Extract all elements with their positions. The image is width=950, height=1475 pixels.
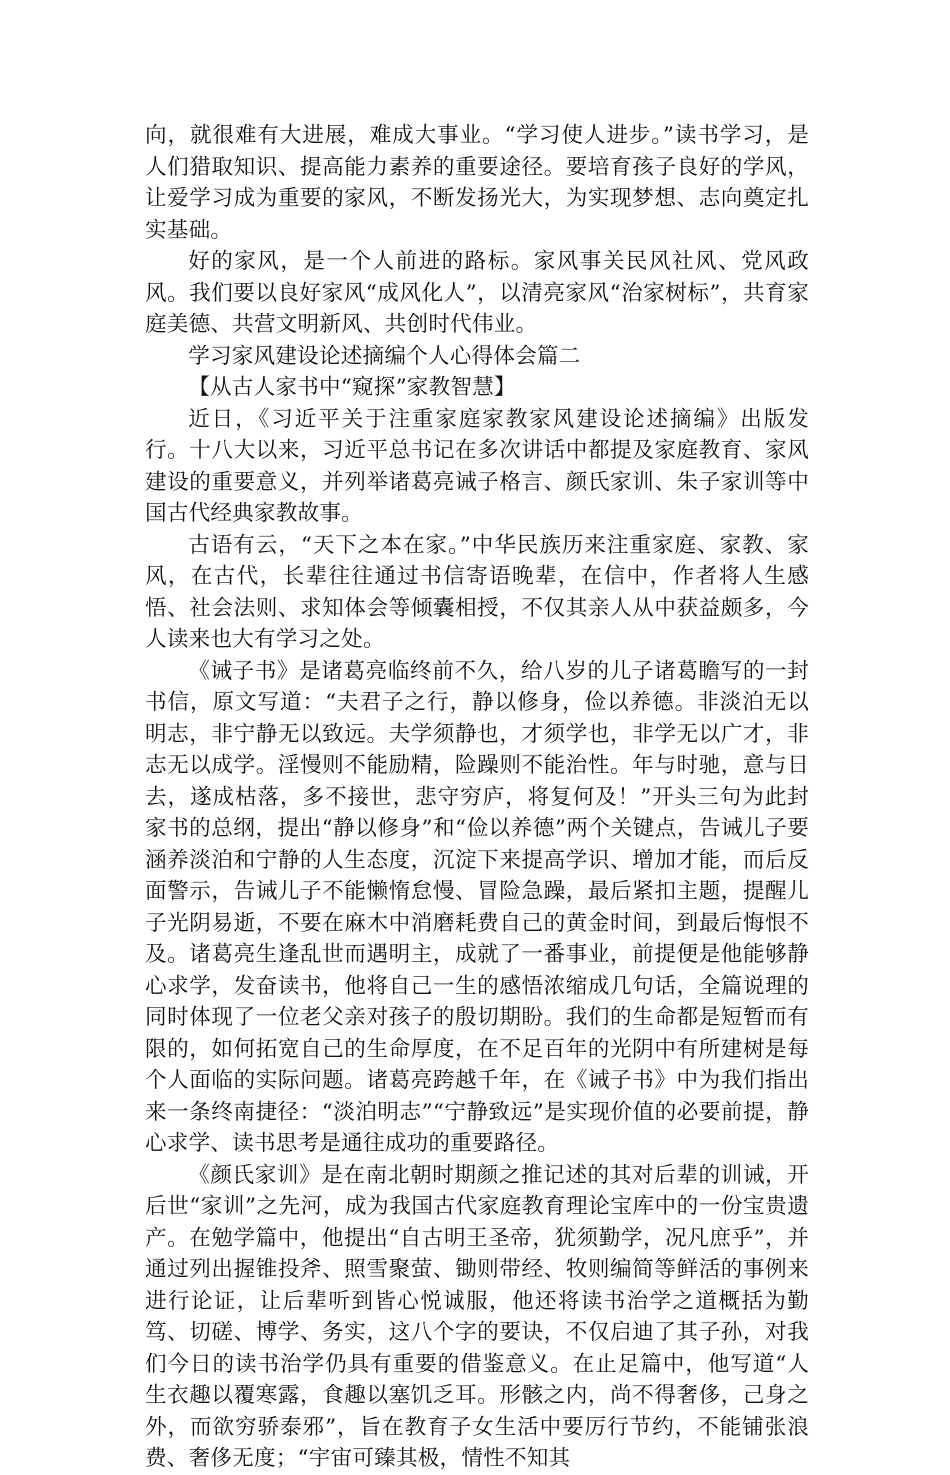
section-title: 学习家风建设论述摘编个人心得体会篇二 bbox=[188, 343, 581, 369]
paragraph-family-style: 好的家风，是一个人前进的路标。家风事关民风社风、党风政风。我们要以良好家风“成风化人”，以清亮家风“治家树标”，共育家庭美德、共营文明新风、共创时代伟业。 bbox=[145, 249, 809, 337]
paragraph-jiezishu: 《诫子书》是诸葛亮临终前不久，给八岁的儿子诸葛瞻写的一封书信，原文写道：“夫君子之行，静以修身，俭以养德。非淡泊无以明志，非宁静无以致远。夫学须静也，才须学也，非学无以广才，非志无以成学。淫慢则不能励精，险躁则不能治性。年与时驰，意与日去，遂成枯落，多不接世，悲守穷庐，将复何及！”开头三句为此封家书的总纲，提出“静以修身”和“俭以养德”两个关键点，告诫儿子要涵养淡泊和宁静的人生态度，沉淀下来提高学识、增加才能，而后反面警示，告诫儿子不能懒惰怠慢、冒险急躁，最后紧扣主题，提醒儿子光阴易逝，不要在麻木中消磨耗费自己的黄金时间，到最后悔恨不及。诸葛亮生逢乱世而遇明主，成就了一番事业，前提便是他能够静心求学，发奋读书，他将自己一生的感悟浓缩成几句话，全篇说理的同时体现了一位老父亲对孩子的殷切期盼。我们的生命都是短暂而有限的，如何拓宽自己的生命厚度，在不足百年的光阴中有所建树是每个人面临的实际问题。诸葛亮跨越千年，在《诫子书》中为我们指出来一条终南捷径：“淡泊明志”“宁静致远”是实现价值的必要前提，静心求学、读书思考是通往成功的重要路径。 bbox=[145, 658, 809, 1156]
paragraph-ancient-saying: 古语有云，“天下之本在家。”中华民族历来注重家庭、家教、家风，在古代，长辈往往通过书信寄语晚辈，在信中，作者将人生感悟、社会法则、求知体会等倾囊相授，不仅其亲人从中获益颇多，今人读来也大有学习之处。 bbox=[145, 532, 809, 652]
paragraph-continuation: 向，就很难有大进展，难成大事业。“学习使人进步。”读书学习，是人们猎取知识、提高能力素养的重要途径。要培育孩子良好的学风，让爱学习成为重要的家风，不断发扬光大，为实现梦想、志向奠定扎实基础。 bbox=[145, 123, 809, 243]
document-page bbox=[145, 120, 809, 1475]
paragraph-intro: 近日，《习近平关于注重家庭家教家风建设论述摘编》出版发行。十八大以来，习近平总书记在多次讲话中都提及家庭教育、家风建设的重要意义，并列举诸葛亮诫子格言、颜氏家训、朱子家训等中国古代经典家教故事。 bbox=[145, 406, 809, 526]
section-subtitle: 【从古人家书中“窥探”家教智慧】 bbox=[188, 375, 516, 400]
paragraph-yanshi-jiaxun: 《颜氏家训》是在南北朝时期颜之推记述的其对后辈的训诫，开后世“家训”之先河，成为我国古代家庭教育理论宝库中的一份宝贵遗产。在勉学篇中，他提出“自古明王圣帝，犹须勤学，况凡庶乎”，并通过列出握锥投斧、照雪聚萤、锄则带经、牧则编简等鲜活的事例来进行论证，让后辈听到皆心悦诚服，他还将读书治学之道概括为勤笃、切磋、博学、务实，这八个字的要诀，不仅启迪了其子孙，对我们今日的读书治学仍具有重要的借鉴意义。在止足篇中，他写道“人生衣趣以覆寒露，食趣以塞饥乏耳。形骸之内，尚不得奢侈，己身之外，而欲穷骄泰邪”，旨在教育子女生活中要厉行节约，不能铺张浪费、奢侈无度；“宇宙可臻其极，情性不知其 bbox=[145, 1162, 809, 1471]
